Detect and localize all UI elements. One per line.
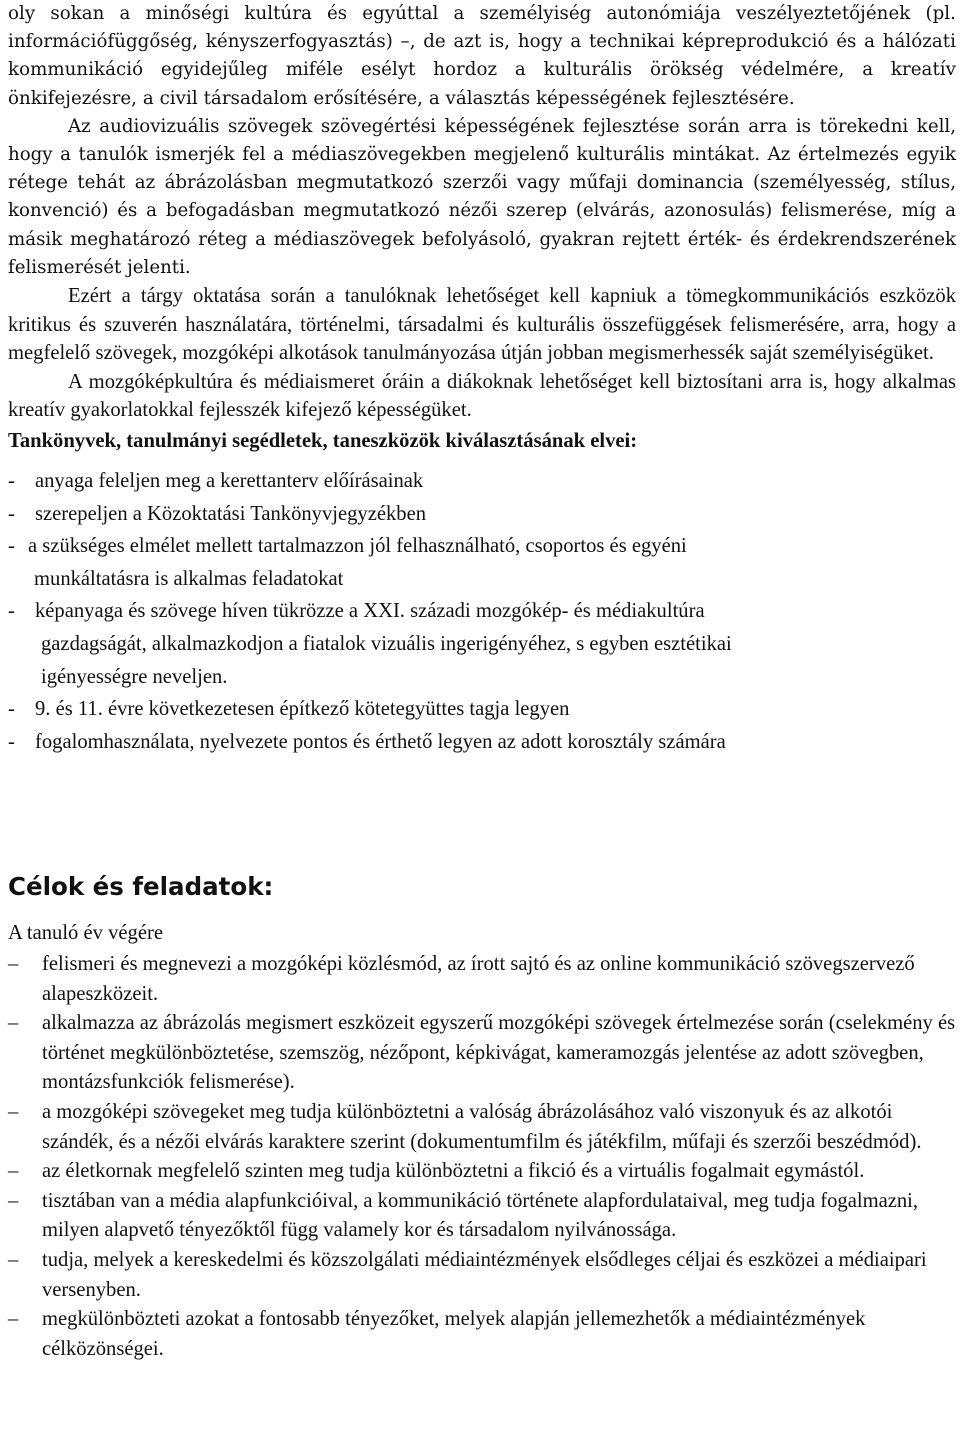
paragraph-1: oly sokan a minőségi kultúra és egyúttal a személyiség autonómiája veszélyeztetőjének (pl. információfüggőség, kényszerfogyasztás) –, de azt is, hogy a technikai képreprodukció és a hálózati kommunikáció egyidejűleg miféle esélyt hordoz a kulturális örökség védelmére, a kreatív önkifejezésre, a civil társadalom erősítésére, a választás képességének fejlesztésére. — [8, 3, 956, 109]
list-item — [8, 693, 956, 726]
list-dash: – — [8, 1160, 19, 1183]
list-item-text: fogalomhasználata, nyelvezete pontos és érthető legyen az adott korosztály számára — [35, 730, 726, 753]
list-item-continuation: gazdagságát, alkalmazkodjon a fiatalok vizuális ingerigényéhez, s egyben esztétikai — [41, 632, 732, 655]
paragraph-2: Az audiovizuális szövegek szövegértési képességének fejlesztése során arra is törekedni kell, hogy a tanulók ismerjék fel a médiaszövegekben megjelenő kulturális mintákat. Az értelmezés egyik rétege tehát az ábrázolásban megmutatkozó szerzői vagy műfaji dominancia (személyesség, stílus, konvenció) és a befogadásban megmutatkozó nézői szerep (elvárás, azonosulás) felismerése, míg a másik meghatározó réteg a médiaszövegek befolyásoló, gyakran rejtett érték- és érdekrendszerének felismerését jelenti. — [8, 115, 956, 278]
list-item — [8, 1009, 956, 1098]
list-dash: - — [8, 730, 15, 753]
list-item-text: szerepeljen a Közoktatási Tankönyvjegyzékben — [35, 502, 427, 525]
list-item — [8, 726, 956, 759]
goals-list — [8, 950, 956, 1364]
list-dash: - — [8, 502, 15, 525]
list-item-text: anyaga feleljen meg a kerettanterv előírásainak — [35, 470, 424, 492]
list-item-text: az életkornak megfelelő szinten meg tudja különböztetni a fikció és a virtuális fogalmait egymástól. — [42, 1160, 865, 1183]
list-item-text: a mozgóképi szövegeket meg tudja különböztetni a valóság ábrázolásához való viszonyuk és az alkotói szándék, és a nézői elvárás karaktere szerint (dokumentumfilm és játékfilm, műfaji és szerzői beszédmód). — [42, 1100, 922, 1153]
list-dash: – — [8, 953, 19, 975]
list-item-continuation: igényességre neveljen. — [41, 665, 228, 688]
list-item — [8, 530, 956, 595]
list-item-text: a szükséges elmélet mellett tartalmazzon jól felhasználható, csoportos és egyéni — [28, 535, 687, 558]
list-dash: - — [8, 535, 15, 558]
section-title: Célok és feladatok: — [8, 872, 274, 901]
list-item — [8, 1098, 956, 1157]
list-dash: – — [8, 1189, 19, 1212]
list-item-text: megkülönbözteti azokat a fontosabb tényezőket, melyek alapján jellemezhetők a médiaintézmények célközönségei. — [42, 1308, 866, 1360]
list-dash: – — [8, 1012, 19, 1035]
list-item — [8, 1187, 956, 1246]
list-item — [8, 595, 956, 693]
list-item — [8, 465, 956, 498]
list-item — [8, 1246, 956, 1305]
goals-intro: A tanuló év végére — [8, 922, 163, 944]
list-item-text: képanyaga és szövege híven tükrözze a XXI. századi mozgókép- és médiakultúra — [35, 600, 705, 623]
list-item-text: tudja, melyek a kereskedelmi és közszolgálati médiaintézmények elsődleges céljai és eszközei a médiaipari versenyben. — [42, 1248, 927, 1301]
list-item — [8, 1157, 956, 1187]
list-item — [8, 950, 956, 1009]
list-item-text: felismeri és megnevezi a mozgóképi közlésmód, az írott sajtó és az online kommunikáció szövegszervező alapeszközeit. — [42, 953, 915, 1005]
list-item-text: alkalmazza az ábrázolás megismert eszközeit egyszerű mozgóképi szövegek értelmezése során (cselekmény és történet megkülönböztetése, szemszög, nézőpont, képkivágat, kameramozgás jelentése az adott szövegben, montázsfunkciók felismerése). — [42, 1012, 956, 1094]
textbook-heading: Tankönyvek, tanulmányi segédletek, taneszközök kiválasztásának elvei: — [8, 430, 638, 452]
document-page — [8, 0, 956, 1360]
list-dash: – — [8, 1248, 19, 1271]
list-dash: - — [8, 600, 15, 623]
list-dash: – — [8, 1100, 19, 1123]
list-item-text: 9. és 11. évre következetesen építkező kötetegyüttes tagja legyen — [35, 698, 570, 721]
list-item — [8, 1305, 956, 1364]
list-item — [8, 498, 956, 531]
textbook-rule-list — [8, 465, 956, 758]
list-dash: – — [8, 1308, 19, 1331]
paragraph-3: Ezért a tárgy oktatása során a tanulóknak lehetőséget kell kapniuk a tömegkommunikációs eszközök kritikus és szuverén használatára, történelmi, társadalmi és kulturális összefüggések felismerésére, arra, hogy a megfelelő szövegek, mozgóképi alkotások tanulmányozása útján jobban megismerhessék saját személyiségüket. — [8, 285, 956, 365]
paragraph-4: A mozgóképkultúra és médiaismeret óráin a diákoknak lehetőséget kell biztosítani arra is, hogy alkalmas kreatív gyakorlatokkal fejlesszék kifejező képességüket. — [8, 370, 956, 422]
list-item-continuation: munkáltatásra is alkalmas feladatokat — [34, 567, 344, 590]
list-dash: - — [8, 470, 15, 492]
list-item-text: tisztában van a média alapfunkcióival, a kommunikáció története alapfordulataival, meg tudja fogalmazni, milyen alapvető tényezőktől függ valamely kor és társadalom nyilvánossága. — [42, 1189, 919, 1242]
list-dash: - — [8, 698, 15, 721]
